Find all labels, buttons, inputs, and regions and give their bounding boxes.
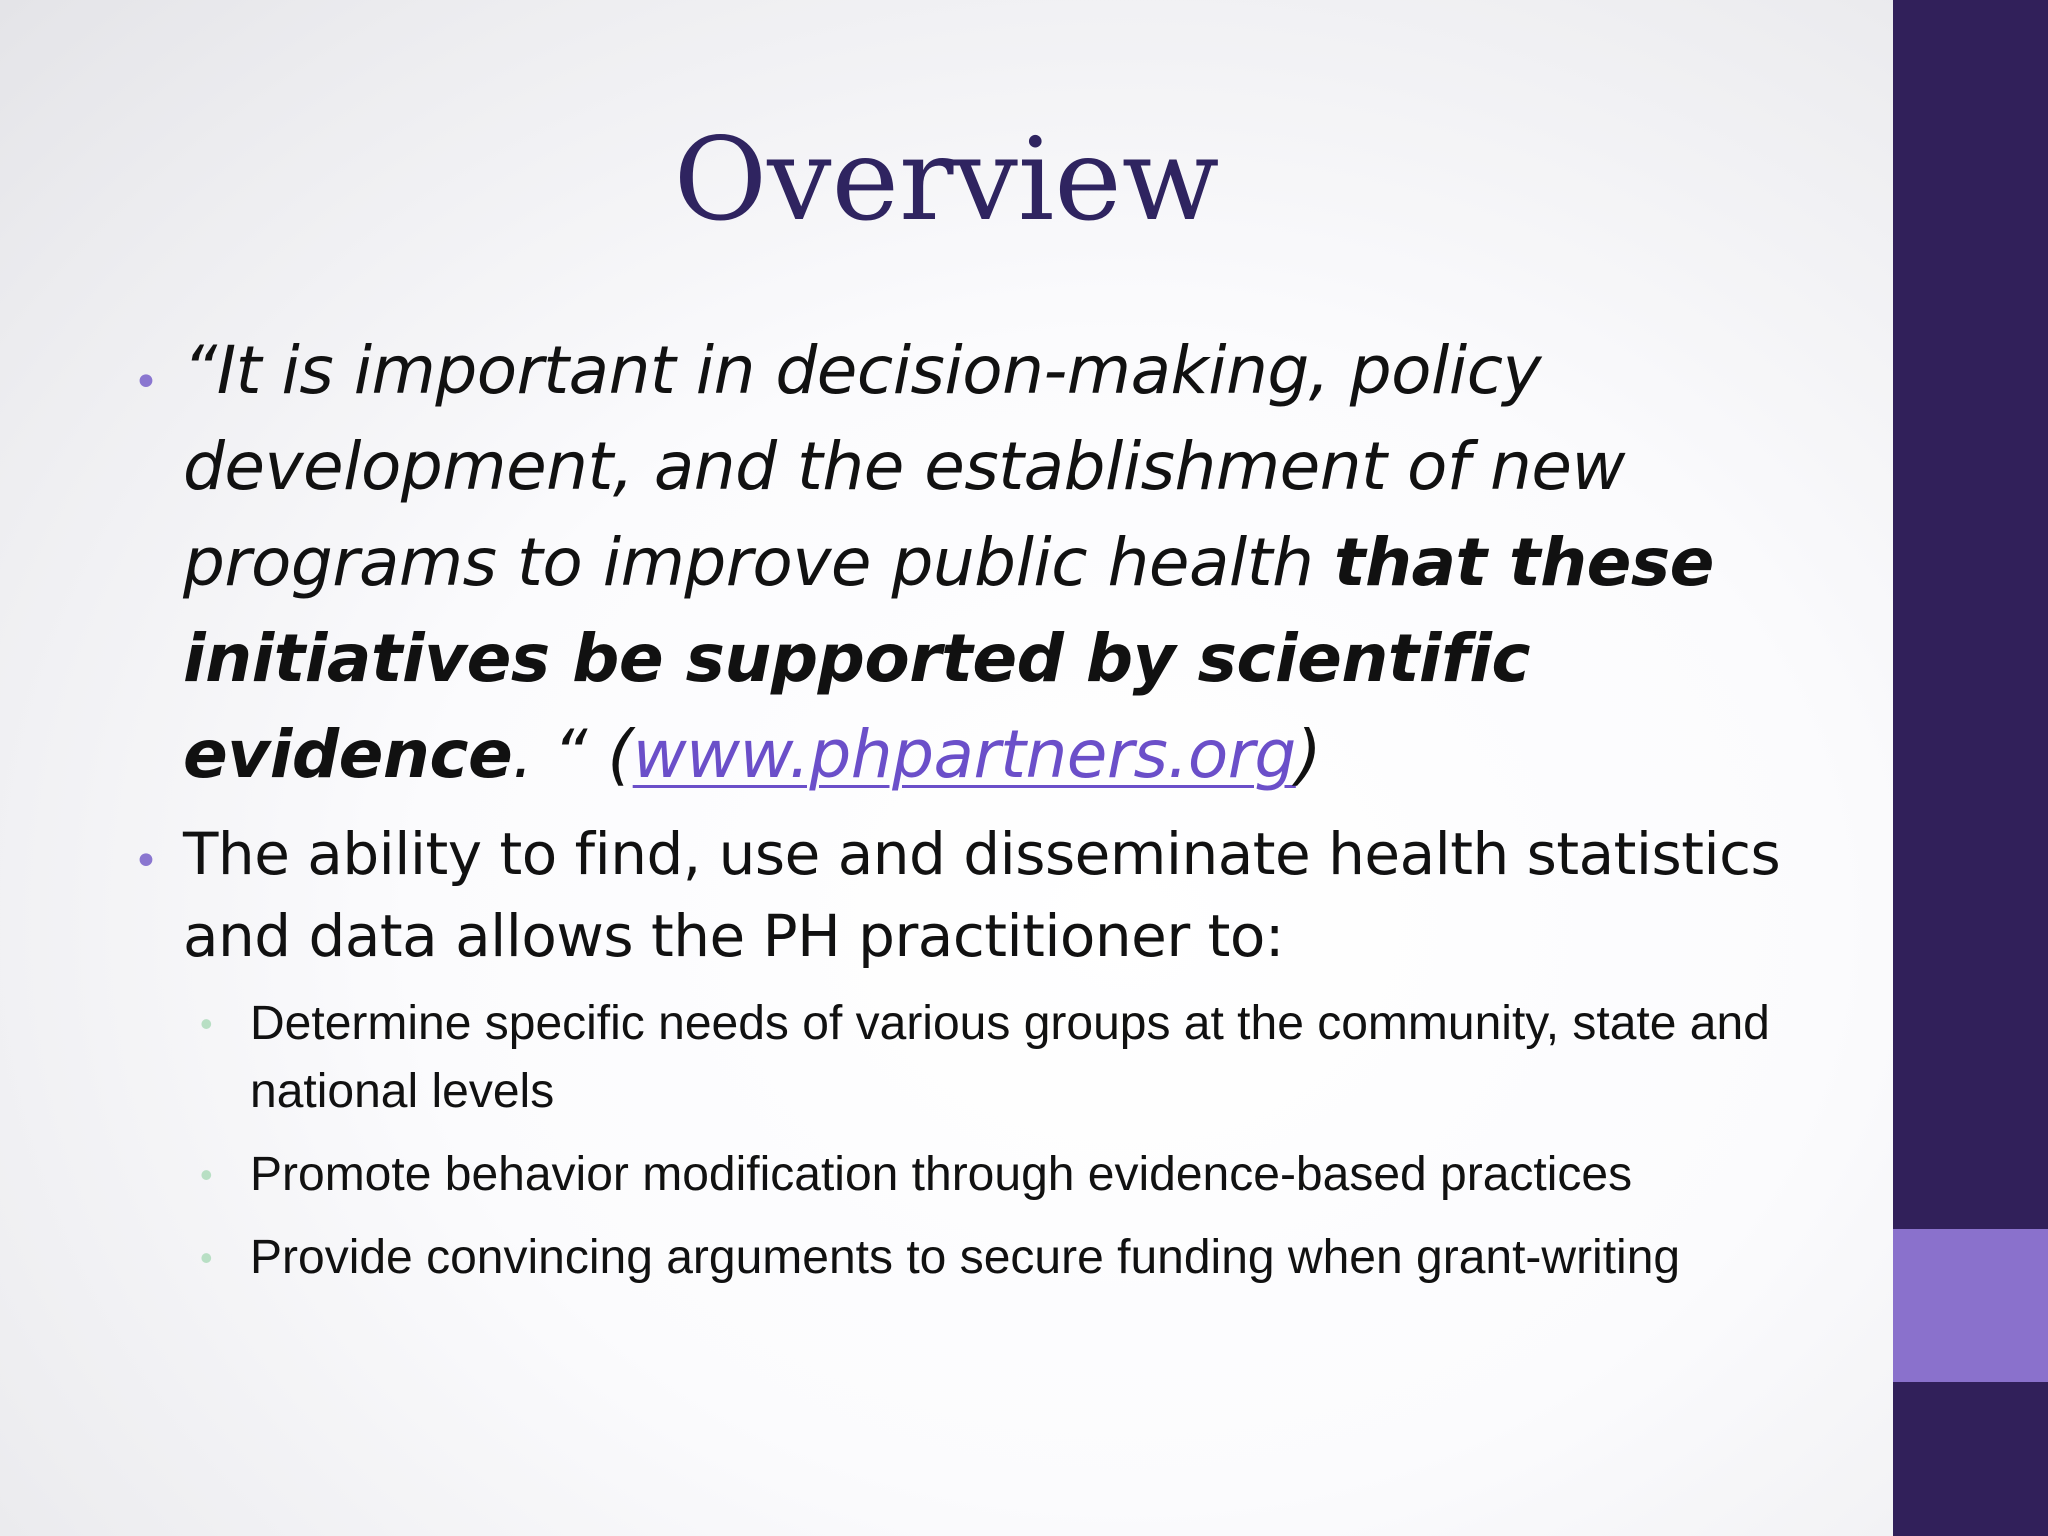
- quote-link-after: ): [1295, 716, 1322, 793]
- sub-bullet-provide: [200, 1224, 1870, 1292]
- sub-bullet-dot-icon: •: [200, 1237, 213, 1278]
- sub-bullet-determine: [200, 990, 1870, 1126]
- bullet-quote: [133, 323, 1863, 803]
- sub-bullet-promote: [200, 1141, 1870, 1209]
- bullet-dot-icon: •: [133, 836, 159, 887]
- bullet-ability: [133, 813, 1863, 977]
- quote-bold-text: that these initiatives be supported by scientific evidence: [183, 524, 1714, 793]
- sub-bullet-dot-icon: •: [200, 1003, 213, 1044]
- quote-text: “It is important in decision-making, policy development, and the establishment of new programs to improve public health: [183, 332, 1625, 601]
- sub-bullet-text: Promote behavior modification through evidence-based practices: [250, 1148, 1633, 1201]
- bullet-dot-icon: •: [133, 357, 159, 408]
- phpartners-link[interactable]: www.phpartners.org: [632, 716, 1296, 793]
- slide-title: Overview: [673, 113, 1220, 246]
- sub-bullet-text: Determine specific needs of various groups at the community, state and national levels: [250, 997, 1770, 1118]
- bullet-ability-text: The ability to find, use and disseminate health statistics and data allows the PH practitioner to:: [183, 820, 1781, 970]
- quote-close-text: . “ (: [512, 716, 633, 793]
- sub-bullet-dot-icon: •: [200, 1154, 213, 1195]
- sub-bullet-text: Provide convincing arguments to secure funding when grant-writing: [250, 1231, 1681, 1284]
- side-accent-block: [1893, 1229, 2048, 1382]
